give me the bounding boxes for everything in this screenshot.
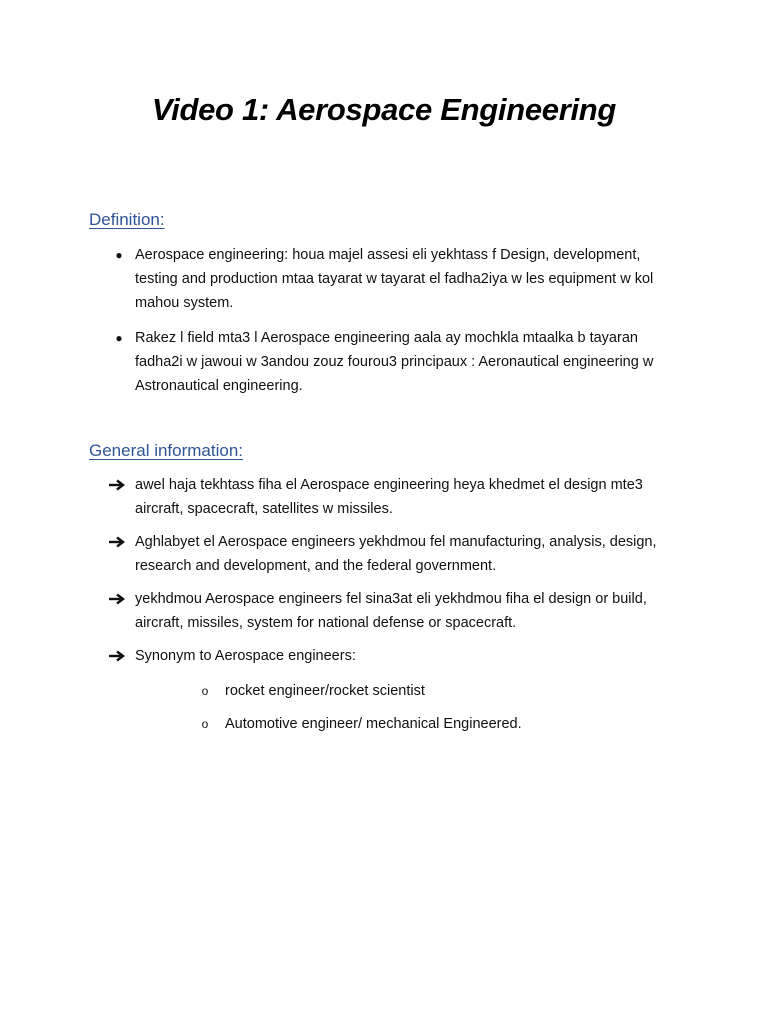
definition-text: Aerospace engineering: houa majel assesi eli yekhtass f Design, development, testing and production mtaa tayarat w tayarat el fadha2iya w les equipment w kol mahou system.: [135, 247, 654, 311]
page-title: Video 1: Aerospace Engineering: [151, 92, 617, 127]
list-item: [0, 326, 768, 398]
synonym-text: Automotive engineer/ mechanical Engineered.: [225, 716, 522, 732]
info-text: Aghlabyet el Aerospace engineers yekhdmou fel manufacturing, analysis, design, research and development, and the federal government.: [135, 534, 657, 574]
right-arrow-icon: [108, 530, 130, 548]
list-item: [0, 530, 768, 578]
right-arrow-icon: [108, 473, 130, 491]
definition-heading: Definition:: [89, 210, 165, 229]
synonym-text: rocket engineer/rocket scientist: [225, 683, 425, 699]
hollow-circle-bullet-icon: o: [201, 684, 209, 698]
list-item: [0, 679, 768, 703]
definition-list: [0, 243, 768, 398]
list-item: [0, 243, 768, 315]
synonym-list: [0, 679, 768, 745]
list-item: [0, 587, 768, 635]
hollow-circle-bullet-icon: o: [201, 717, 209, 731]
info-text: Synonym to Aerospace engineers:: [135, 648, 356, 664]
definition-text: Rakez l field mta3 l Aerospace engineering aala ay mochkla mtaalka b tayaran fadha2i w jawoui w 3andou zouz fourou3 principaux : Aeronautical engineering w Astronautical engineering.: [135, 330, 654, 394]
general-information-list: [0, 473, 768, 677]
info-text: awel haja tekhtass fiha el Aerospace engineering heya khedmet el design mte3 aircraft, spacecraft, satellites w missiles.: [135, 477, 643, 517]
info-text: yekhdmou Aerospace engineers fel sina3at eli yekhdmou fiha el design or build, aircraft, missiles, system for national defense or spacecraft.: [135, 591, 647, 631]
list-item: [0, 712, 768, 736]
list-item: [0, 644, 768, 668]
right-arrow-icon: [108, 587, 130, 605]
disc-bullet-icon: ●: [115, 248, 123, 262]
general-information-heading: General information:: [89, 441, 244, 460]
list-item: [0, 473, 768, 521]
right-arrow-icon: [108, 644, 130, 662]
disc-bullet-icon: ●: [115, 331, 123, 345]
